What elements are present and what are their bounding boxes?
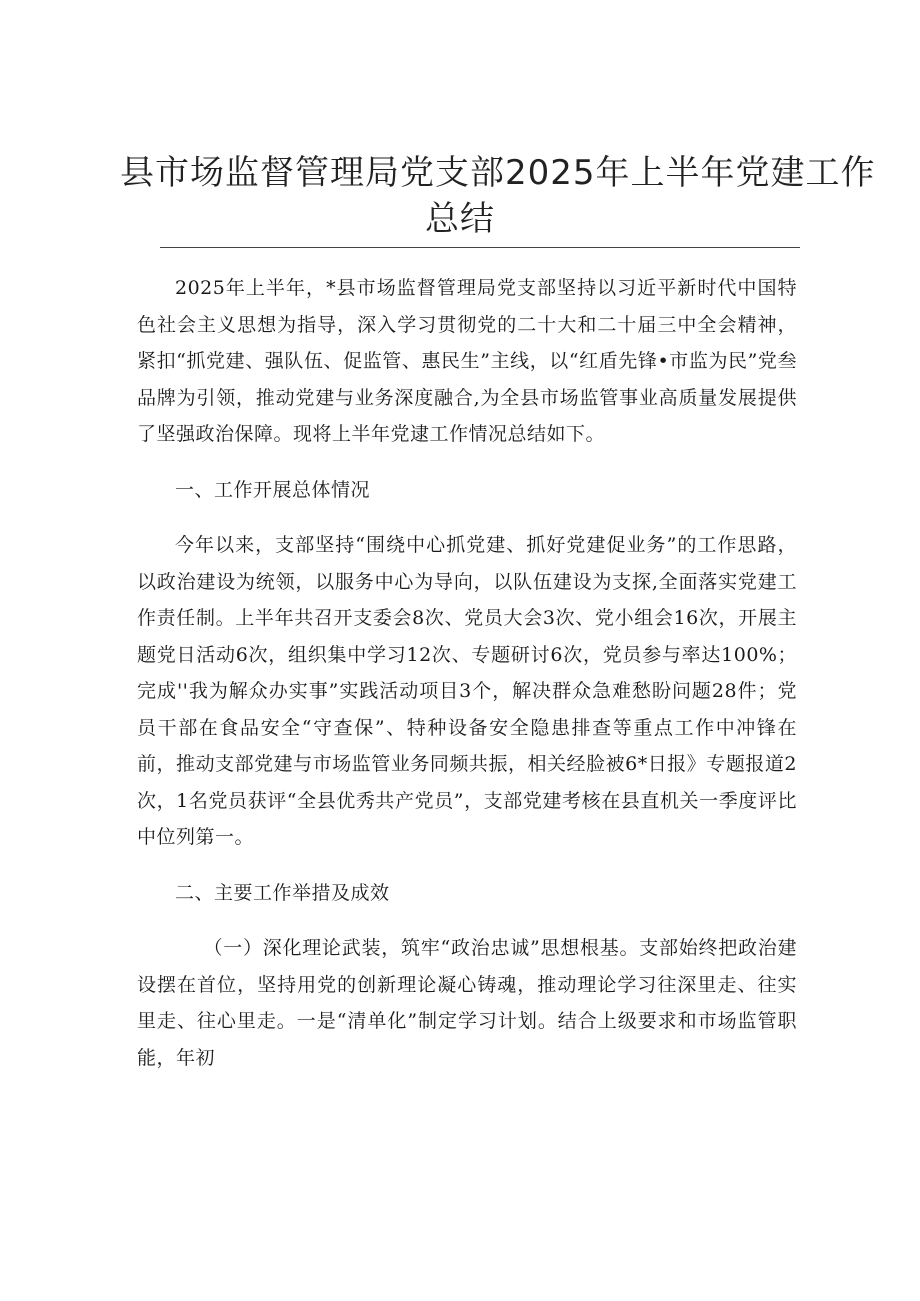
- subsection-paragraph-1: （一）深化理论武装，筑牢“政治忠诚”思想根基。支部始终把政治建设摆在首位，坚持用党的创新理论凝心铸魂，推动理论学习往深里走、往实里走、往心里走。一是“清单化”制定学习计划。结合上级要求和市场监管职能，年初: [137, 937, 797, 1069]
- intro-paragraph: 2025年上半年，*县市场监督管理局党支部坚持以习近平新时代中国特色社会主义思想为指导，深入学习贯彻党的二十大和二十届三中全会精神，紧扣“抓党建、强队伍、促监管、惠民生”主线，以“红盾先锋•市监为民”党叁品牌为引领，推动党建与业务深度融合,为全县市场监管事业高质量发展提供了坚强政治保障。现将上半年党逮工作情况总结如下。: [137, 277, 797, 445]
- overview-paragraph: 今年以来，支部坚持“围绕中心抓党建、抓好党建促业务”的工作思路，以政治建设为统领，以服务中心为导向，以队伍建设为支探,全面落实党建工作责任制。上半年共召开支委会8次、党员大会3次、党小组会16次，开展主题党日活动6次，组织集中学习12次、专题研讨6次，党员参与率达100%；完成''我为解众办实事”实践活动项目3个，解决群众急难愁盼问题28件；党员干部在食品安全“守查保”、特种设备安全隐患排查等重点工作中冲锋在前，推动支部党建与市场监管业务同频共振，相关经脸被6*日报》专题报道2次，1名党员获评“全县优秀共产党员”，支部党建考核在县直机关一季度评比中位列第一。: [137, 534, 797, 848]
- title-line-1: 县市场监督管理局党支部2025年上半年党建工作: [120, 153, 876, 193]
- title-underline-divider: [160, 247, 800, 248]
- section-heading-1: 一、工作开展总体情况: [175, 478, 371, 501]
- section-heading-2: 二、主要工作举措及成效: [175, 881, 390, 904]
- title-line-2: 总结: [425, 199, 495, 239]
- document-body: [137, 270, 797, 1095]
- document-title: [120, 150, 876, 242]
